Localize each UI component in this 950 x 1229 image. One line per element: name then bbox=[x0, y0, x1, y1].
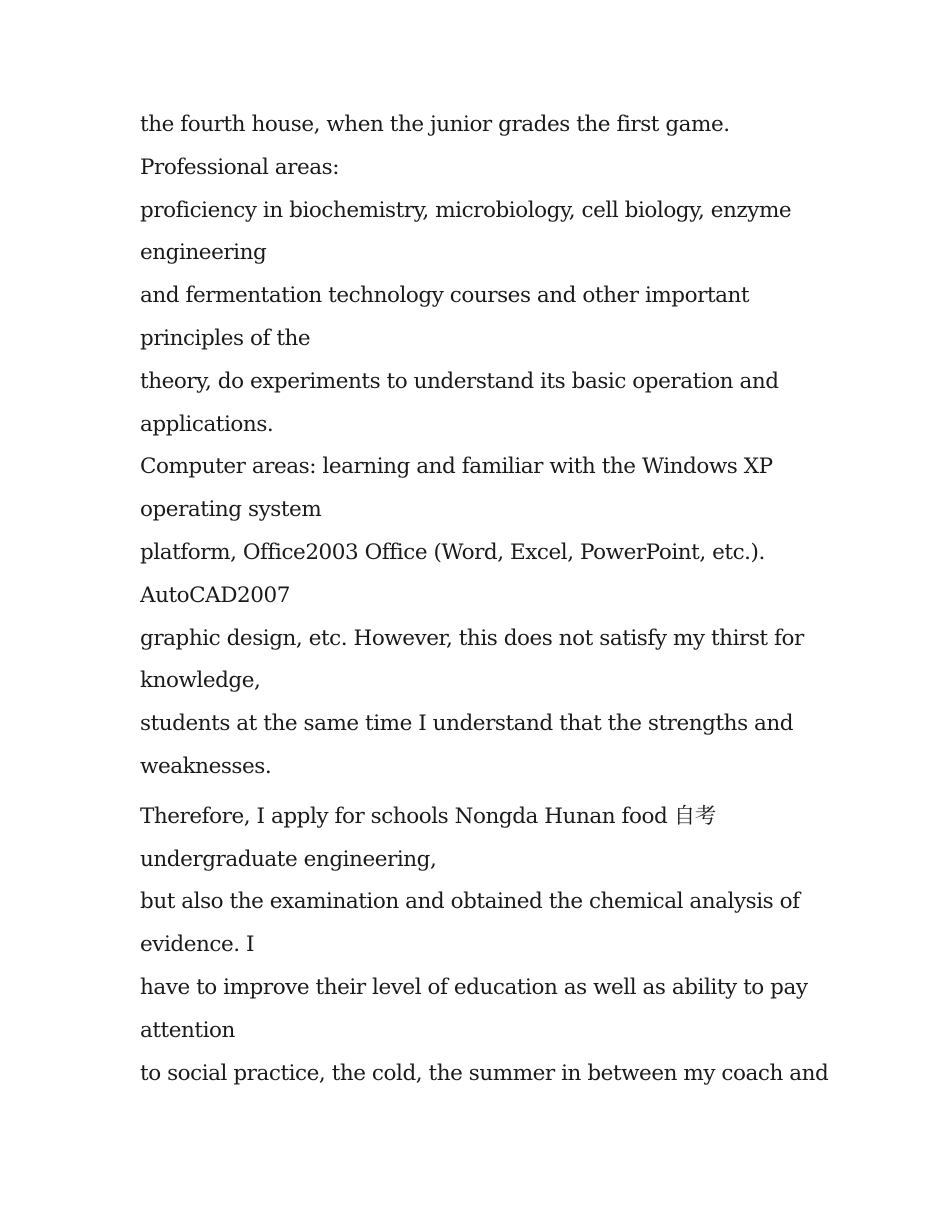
text-line: and fermentation technology courses and other important bbox=[140, 283, 750, 309]
text-line: undergraduate engineering, bbox=[140, 846, 437, 872]
text-line: to social practice, the cold, the summer in between my coach and bbox=[140, 1060, 829, 1086]
text-line: platform, Office2003 Office (Word, Excel, PowerPoint, etc.). bbox=[140, 539, 765, 565]
text-line: operating system bbox=[140, 497, 322, 523]
text-line: Professional areas: bbox=[140, 154, 339, 180]
text-line: engineering bbox=[140, 240, 267, 266]
text-line: graphic design, etc. However, this does not satisfy my thirst for bbox=[140, 625, 804, 651]
text-line: knowledge, bbox=[140, 668, 261, 694]
text-line: principles of the bbox=[140, 325, 311, 351]
text-line: attention bbox=[140, 1017, 235, 1043]
text-line: applications. bbox=[140, 411, 274, 437]
text-line: evidence. I bbox=[140, 932, 255, 958]
text-line: have to improve their level of education as well as ability to pay bbox=[140, 974, 808, 1000]
text-line: students at the same time I understand that the strengths and bbox=[140, 711, 794, 737]
text-line: AutoCAD2007 bbox=[140, 582, 290, 608]
text-line: but also the examination and obtained the chemical analysis of bbox=[140, 889, 800, 915]
text-line: proficiency in biochemistry, microbiology, cell biology, enzyme bbox=[140, 197, 792, 223]
body-text bbox=[140, 104, 829, 1095]
text-line: Computer areas: learning and familiar with the Windows XP bbox=[140, 454, 773, 480]
text-line: the fourth house, when the junior grades the first game. bbox=[140, 112, 730, 137]
text-line: weaknesses. bbox=[140, 753, 272, 779]
paragraph-gap bbox=[140, 789, 820, 796]
text-line: Therefore, I apply for schools Nongda Hunan food 自考 bbox=[140, 803, 716, 829]
text-line: theory, do experiments to understand its basic operation and bbox=[140, 368, 779, 394]
